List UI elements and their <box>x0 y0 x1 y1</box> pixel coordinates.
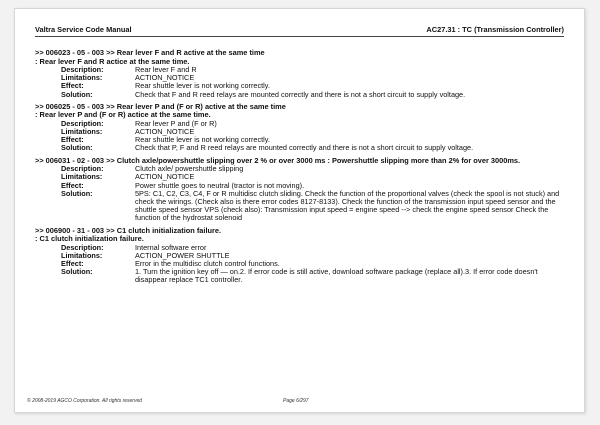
fault-code-heading: >> 006900 - 31 - 003 >> C1 clutch initialization failure. <box>35 225 222 235</box>
description-row <box>35 66 566 74</box>
solution-value: Check that P, F and R reed relays are mounted correctly and there is not a short circuit to supply voltage. <box>135 143 474 153</box>
copyright-text: © 2008-2019 AGCO Corporation. All rights reserved <box>27 398 143 404</box>
solution-label: Solution: <box>61 267 93 277</box>
limitations-label: Limitations: <box>61 73 103 83</box>
effect-value: Rear shuttle lever is not working correctly. <box>135 81 270 91</box>
effect-value: Rear shuttle lever is not working correctly. <box>135 135 270 145</box>
fault-code-entry <box>35 157 566 223</box>
fault-code-subheading: : C1 clutch initialization failure. <box>35 234 144 244</box>
fault-code-entry <box>35 103 566 153</box>
page-footer <box>27 398 572 404</box>
description-value: Rear lever F and R <box>135 65 197 74</box>
effect-label: Effect: <box>61 135 84 145</box>
fault-code-entry <box>35 227 566 285</box>
section-title: AC27.31 : TC (Transmission Controller) <box>426 25 564 34</box>
description-label: Description: <box>61 242 104 252</box>
fault-code-list <box>35 49 566 289</box>
effect-label: Effect: <box>61 81 84 91</box>
limitations-value: ACTION_NOTICE <box>135 127 195 137</box>
fault-code-subheading: : Rear lever P and (F or R) actice at the same time. <box>35 110 211 120</box>
solution-label: Solution: <box>61 188 93 198</box>
limitations-value: ACTION_NOTICE <box>135 73 195 83</box>
limitations-label: Limitations: <box>61 250 103 260</box>
description-row <box>35 120 566 128</box>
page-header <box>35 25 564 37</box>
description-value: Rear lever P and (F or R) <box>135 118 217 128</box>
description-value: Internal software error <box>135 242 207 252</box>
effect-value: Power shuttle goes to neutral (tractor is not moving). <box>135 180 305 190</box>
solution-value: 1. Turn the ignition key off — on.2. If error code is still active, download software package (replace all).3. If error code doesn't disappear replace TC1 controller. <box>135 267 538 285</box>
solution-row <box>35 190 566 223</box>
fault-code-heading: >> 006025 - 05 - 003 >> Rear lever P and (F or R) active at the same time <box>35 101 286 111</box>
fault-code-entry <box>35 49 566 99</box>
effect-label: Effect: <box>61 180 84 190</box>
solution-row <box>35 91 566 99</box>
page-number: Page 6/297 <box>283 398 309 404</box>
description-row <box>35 165 566 173</box>
limitations-value: ACTION_NOTICE <box>135 172 195 182</box>
limitations-row <box>35 74 566 82</box>
effect-label: Effect: <box>61 258 84 268</box>
solution-value: Check that F and R reed relays are mounted correctly and there is not a short circuit to supply voltage. <box>135 89 466 99</box>
limitations-row <box>35 128 566 136</box>
limitations-label: Limitations: <box>61 127 103 137</box>
solution-label: Solution: <box>61 143 93 153</box>
description-row <box>35 244 566 252</box>
limitations-row <box>35 252 566 260</box>
solution-row <box>35 144 566 152</box>
solution-value: 5PS: C1, C2, C3, C4, F or R multidisc clutch sliding. Check the function of the proportional valves (check the spool is not stuck) and check the wirings. (Check also is there error codes 8127-8133). Check the function of the transmission input speed sensor and the shuttle speed sensor VPS (check also): Transmission input speed = engine speed --> check the engine speed sensor Check the function of the hydrostat solenoid <box>135 188 560 223</box>
description-label: Description: <box>61 118 104 128</box>
limitations-label: Limitations: <box>61 172 103 182</box>
solution-row <box>35 268 566 284</box>
limitations-value: ACTION_POWER SHUTTLE <box>135 250 230 260</box>
solution-label: Solution: <box>61 89 93 99</box>
description-label: Description: <box>61 164 104 174</box>
fault-code-heading: >> 006023 - 05 - 003 >> Rear lever F and R active at the same time <box>35 48 265 57</box>
manual-page <box>14 8 585 413</box>
description-value: Clutch axle/ powershuttle slipping <box>135 164 244 174</box>
fault-code-subheading: : Rear lever F and R actice at the same time. <box>35 56 190 66</box>
manual-title: Valtra Service Code Manual <box>35 25 132 34</box>
effect-value: Error in the multidisc clutch control functions. <box>135 258 280 268</box>
fault-code-heading: >> 006031 - 02 - 003 >> Clutch axle/powershuttle slipping over 2 % or over 3000 ms : Powershuttle slipping more than 2% for over 3000ms. <box>35 155 521 165</box>
description-label: Description: <box>61 65 104 74</box>
